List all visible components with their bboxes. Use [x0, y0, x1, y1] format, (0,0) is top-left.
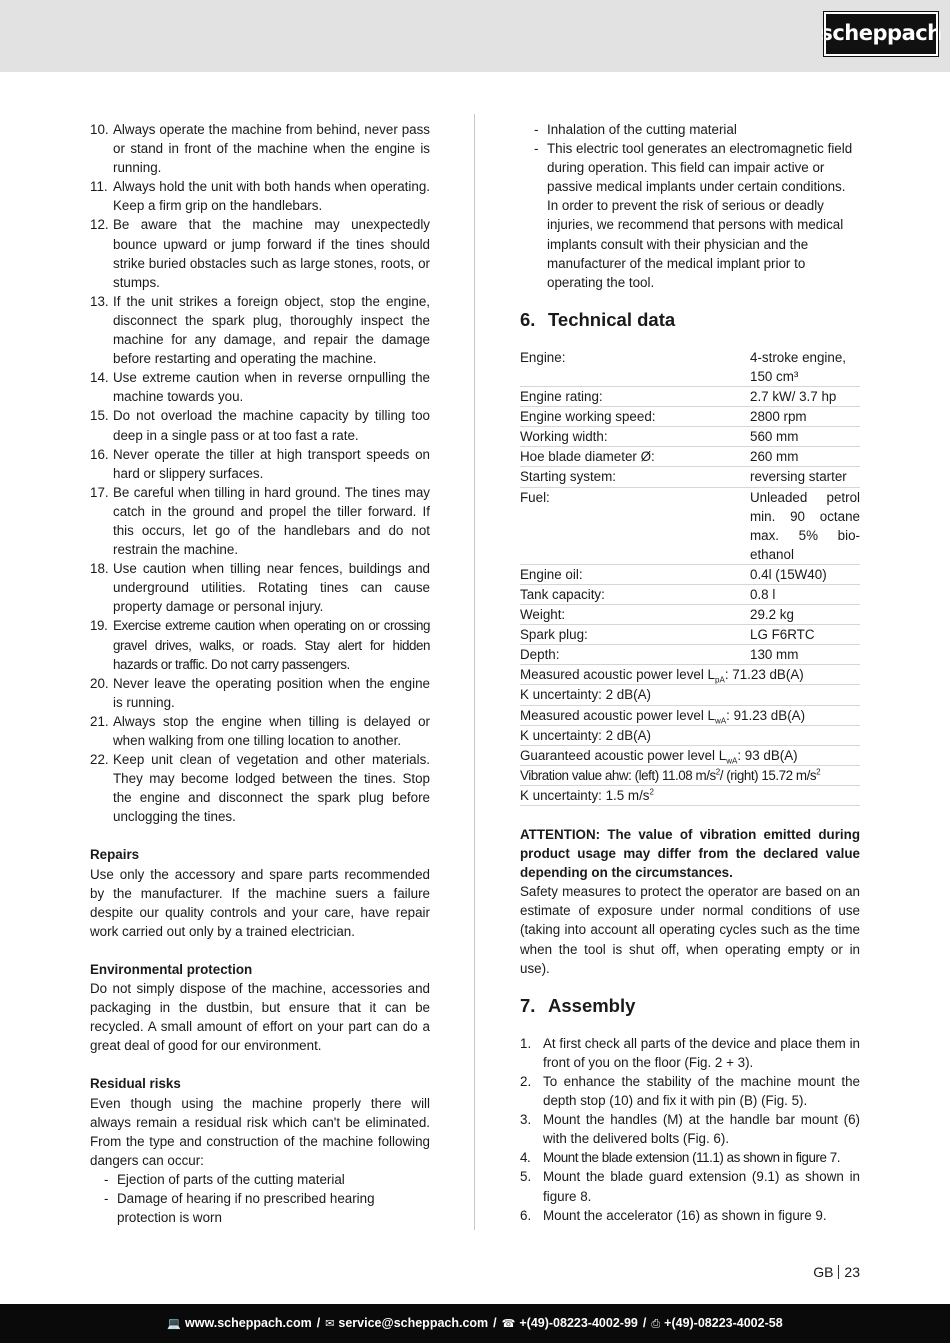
header-bar — [0, 0, 950, 72]
list-item: 13. If the unit strikes a foreign object, stop the engine, disconnect the spark plug, thoroughly inspect the machine for any damage, and repair the damage before restarting and operating the machine. — [90, 293, 430, 367]
table-row: Vibration value ahw: (left) 11.08 $m/s^2/$ (right) 15.72 $m/s^2$ — [520, 766, 860, 786]
table-row: Engine oil: 0.4l (15W40) — [520, 565, 860, 585]
list-item: 4. Mount the blade extension (11.1) as shown in figure 7. — [520, 1150, 841, 1166]
list-item: 15. Do not overload the machine capacity by tilling too deep in a single pass or at too fast a rate. — [90, 408, 430, 443]
list-item: 5. Mount the blade guard extension (9.1) as shown in figure 8. — [520, 1169, 860, 1204]
list-item: - Damage of hearing if no prescribed hearing protection is worn — [104, 1190, 375, 1226]
list-item: 2. To enhance the stability of the machine mount the depth stop (10) and fix it with pin (B) (Fig. 5). — [520, 1073, 860, 1109]
fax-number: +(49)-08223-4002-58 — [664, 1315, 783, 1330]
column-divider — [474, 114, 475, 1230]
repairs-heading: Repairs — [90, 847, 140, 863]
page-number-divider — [838, 1265, 839, 1279]
table-row: Guaranteed acoustic power level $L_{wA}$: 93 dB(A) — [520, 746, 860, 766]
assembly-heading: 7. Assembly — [520, 994, 636, 1016]
safety-measures-text: Safety measures to protect the operator are based on an estimate of exposure under normal conditions of use (taking into account all operating cycles such as the time when the tool is shut off, when operating empty or in use). — [520, 884, 860, 976]
list-item: 12. Be aware that the machine may unexpectedly bounce upward or jump forward if the tines should strike buried obstacles such as large stones, roots, or stumps. — [90, 217, 430, 290]
table-row: Fuel: Unleaded petrol min. 90 octane max. 5% bio-ethanol — [520, 488, 860, 565]
table-row: Measured acoustic power level $L_{wA}$: 91.23 dB(A) — [520, 706, 860, 726]
list-item: 21. Always stop the engine when tilling is delayed or when walking from one tilling location to another. — [90, 713, 430, 748]
list-item: 18. Use caution when tilling near fences, buildings and underground utilities. Rotating tines can cause property damage or personal injury. — [90, 561, 430, 615]
list-item: 10. Always operate the machine from behind, never pass or stand in front of the machine when the engine is running. — [90, 122, 430, 176]
table-row: Working width: 560 mm — [520, 427, 860, 447]
right-column — [520, 120, 860, 1225]
phone-number: +(49)-08223-4002-99 — [519, 1315, 638, 1330]
list-item: 11. Always hold the unit with both hands when operating. Keep a firm grip on the handlebars. — [90, 179, 430, 214]
table-row: Starting system: reversing starter — [520, 467, 860, 487]
list-item: 6. Mount the accelerator (16) as shown in figure 9. — [520, 1207, 827, 1223]
email-link[interactable]: service@scheppach.com — [338, 1315, 489, 1330]
residual-risks-heading: Residual risks — [90, 1076, 181, 1092]
scheppach-logo: scheppach — [824, 12, 938, 56]
list-item: 1. At first check all parts of the device and place them in front of you on the floor (Fig. 2 + 3). — [520, 1035, 860, 1070]
table-row: Engine working speed: 2800 rpm — [520, 407, 860, 427]
environment-heading: Environmental protection — [90, 961, 253, 977]
technical-data-table — [520, 348, 860, 806]
residual-risks-text: Even though using the machine properly there will always remain a residual risk which can't be eliminated. From the type and construction of the machine following dangers can occur: — [90, 1095, 430, 1168]
table-row: Weight: 29.2 kg — [520, 605, 860, 625]
list-item: 14. Use extreme caution when in reverse ornpulling the machine towards you. — [90, 370, 430, 405]
environment-text: Do not simply dispose of the machine, accessories and packaging in the dustbin, but ensure that it can be recycled. A small amount of effort on your part can do a great deal of good for our environment. — [90, 981, 430, 1054]
attention-note: ATTENTION: The value of vibration emitted during product usage may differ from the declared value depending on the circumstances. — [520, 827, 860, 881]
table-row: K uncertainty: 1.5 $m/s^2$ — [520, 786, 860, 806]
table-row: Engine rating: 2.7 kW/ 3.7 hp — [520, 387, 860, 407]
page-number: GB 23 — [813, 1264, 860, 1280]
table-row: K uncertainty: 2 dB(A) — [520, 726, 860, 746]
left-column — [90, 120, 430, 1227]
table-row: Spark plug: LG F6RTC — [520, 625, 860, 645]
residual-risks-list — [90, 1170, 430, 1227]
list-item: 16. Never operate the tiller at high transport speeds on hard or slippery surfaces. — [90, 446, 430, 481]
repairs-text: Use only the accessory and spare parts recommended by the manufacturer. If the machine suers a failure despite our quality controls and your care, have repair work carried out only by a trained electrician. — [90, 866, 430, 939]
technical-data-heading: 6. Technical data — [520, 308, 676, 330]
safety-instructions-list — [90, 120, 430, 826]
list-item: 3. Mount the handles (M) at the handle bar mount (6) with the delivered bolts (Fig. 6). — [520, 1112, 860, 1147]
table-row: K uncertainty: 2 dB(A) — [520, 685, 860, 705]
list-item: 19. Exercise extreme caution when operating on or crossing gravel drives, walks, or roads. Stay alert for hidden hazards or traffic. Do not carry passengers. — [90, 618, 430, 672]
list-item: 17. Be careful when tilling in hard ground. The tines may catch in the ground and propel the tiller forward. If this occurs, let go of the handlebars and do not restrain the machine. — [90, 484, 430, 558]
envelope-icon: ✉ — [325, 1316, 335, 1330]
list-item: - Ejection of parts of the cutting material — [104, 1171, 345, 1187]
footer-bar: 💻 www.scheppach.com / ✉ service@scheppach.com / ☎ +(49)-08223-4002-99 / ⎙ +(49)-08223-4002-58 — [0, 1304, 950, 1343]
table-row: Hoe blade diameter Ø: 260 mm — [520, 447, 860, 467]
list-item: 20. Never leave the operating position when the engine is running. — [90, 675, 430, 710]
table-row: Measured acoustic power level $L_{pA}$: 71.23 dB(A) — [520, 665, 860, 685]
list-item: 22. Keep unit clean of vegetation and other materials. They may become lodged between the tines. Stop the engine and disconnect the spark plug before unclogging the tines. — [90, 752, 430, 825]
table-row: Engine: 4-stroke engine, 150 cm³ — [520, 348, 860, 387]
residual-risks-list-continued — [520, 120, 860, 292]
fax-icon: ⎙ — [651, 1316, 661, 1330]
list-item: - This electric tool generates an electromagnetic field during operation. This field can impair active or passive medical implants under certain conditions. In order to prevent the risk of serious or deadly injuries, we recommend that persons with medical implants consult with their physician and the manufacturer of the medical implant prior to operating the tool. — [534, 141, 853, 290]
phone-icon: ☎ — [501, 1316, 516, 1330]
table-row: Tank capacity: 0.8 l — [520, 585, 860, 605]
table-row: Depth: 130 mm — [520, 645, 860, 665]
laptop-icon: 💻 — [167, 1316, 182, 1330]
list-item: - Inhalation of the cutting material — [534, 122, 737, 137]
assembly-steps-list — [520, 1034, 860, 1225]
website-link[interactable]: www.scheppach.com — [185, 1315, 312, 1330]
